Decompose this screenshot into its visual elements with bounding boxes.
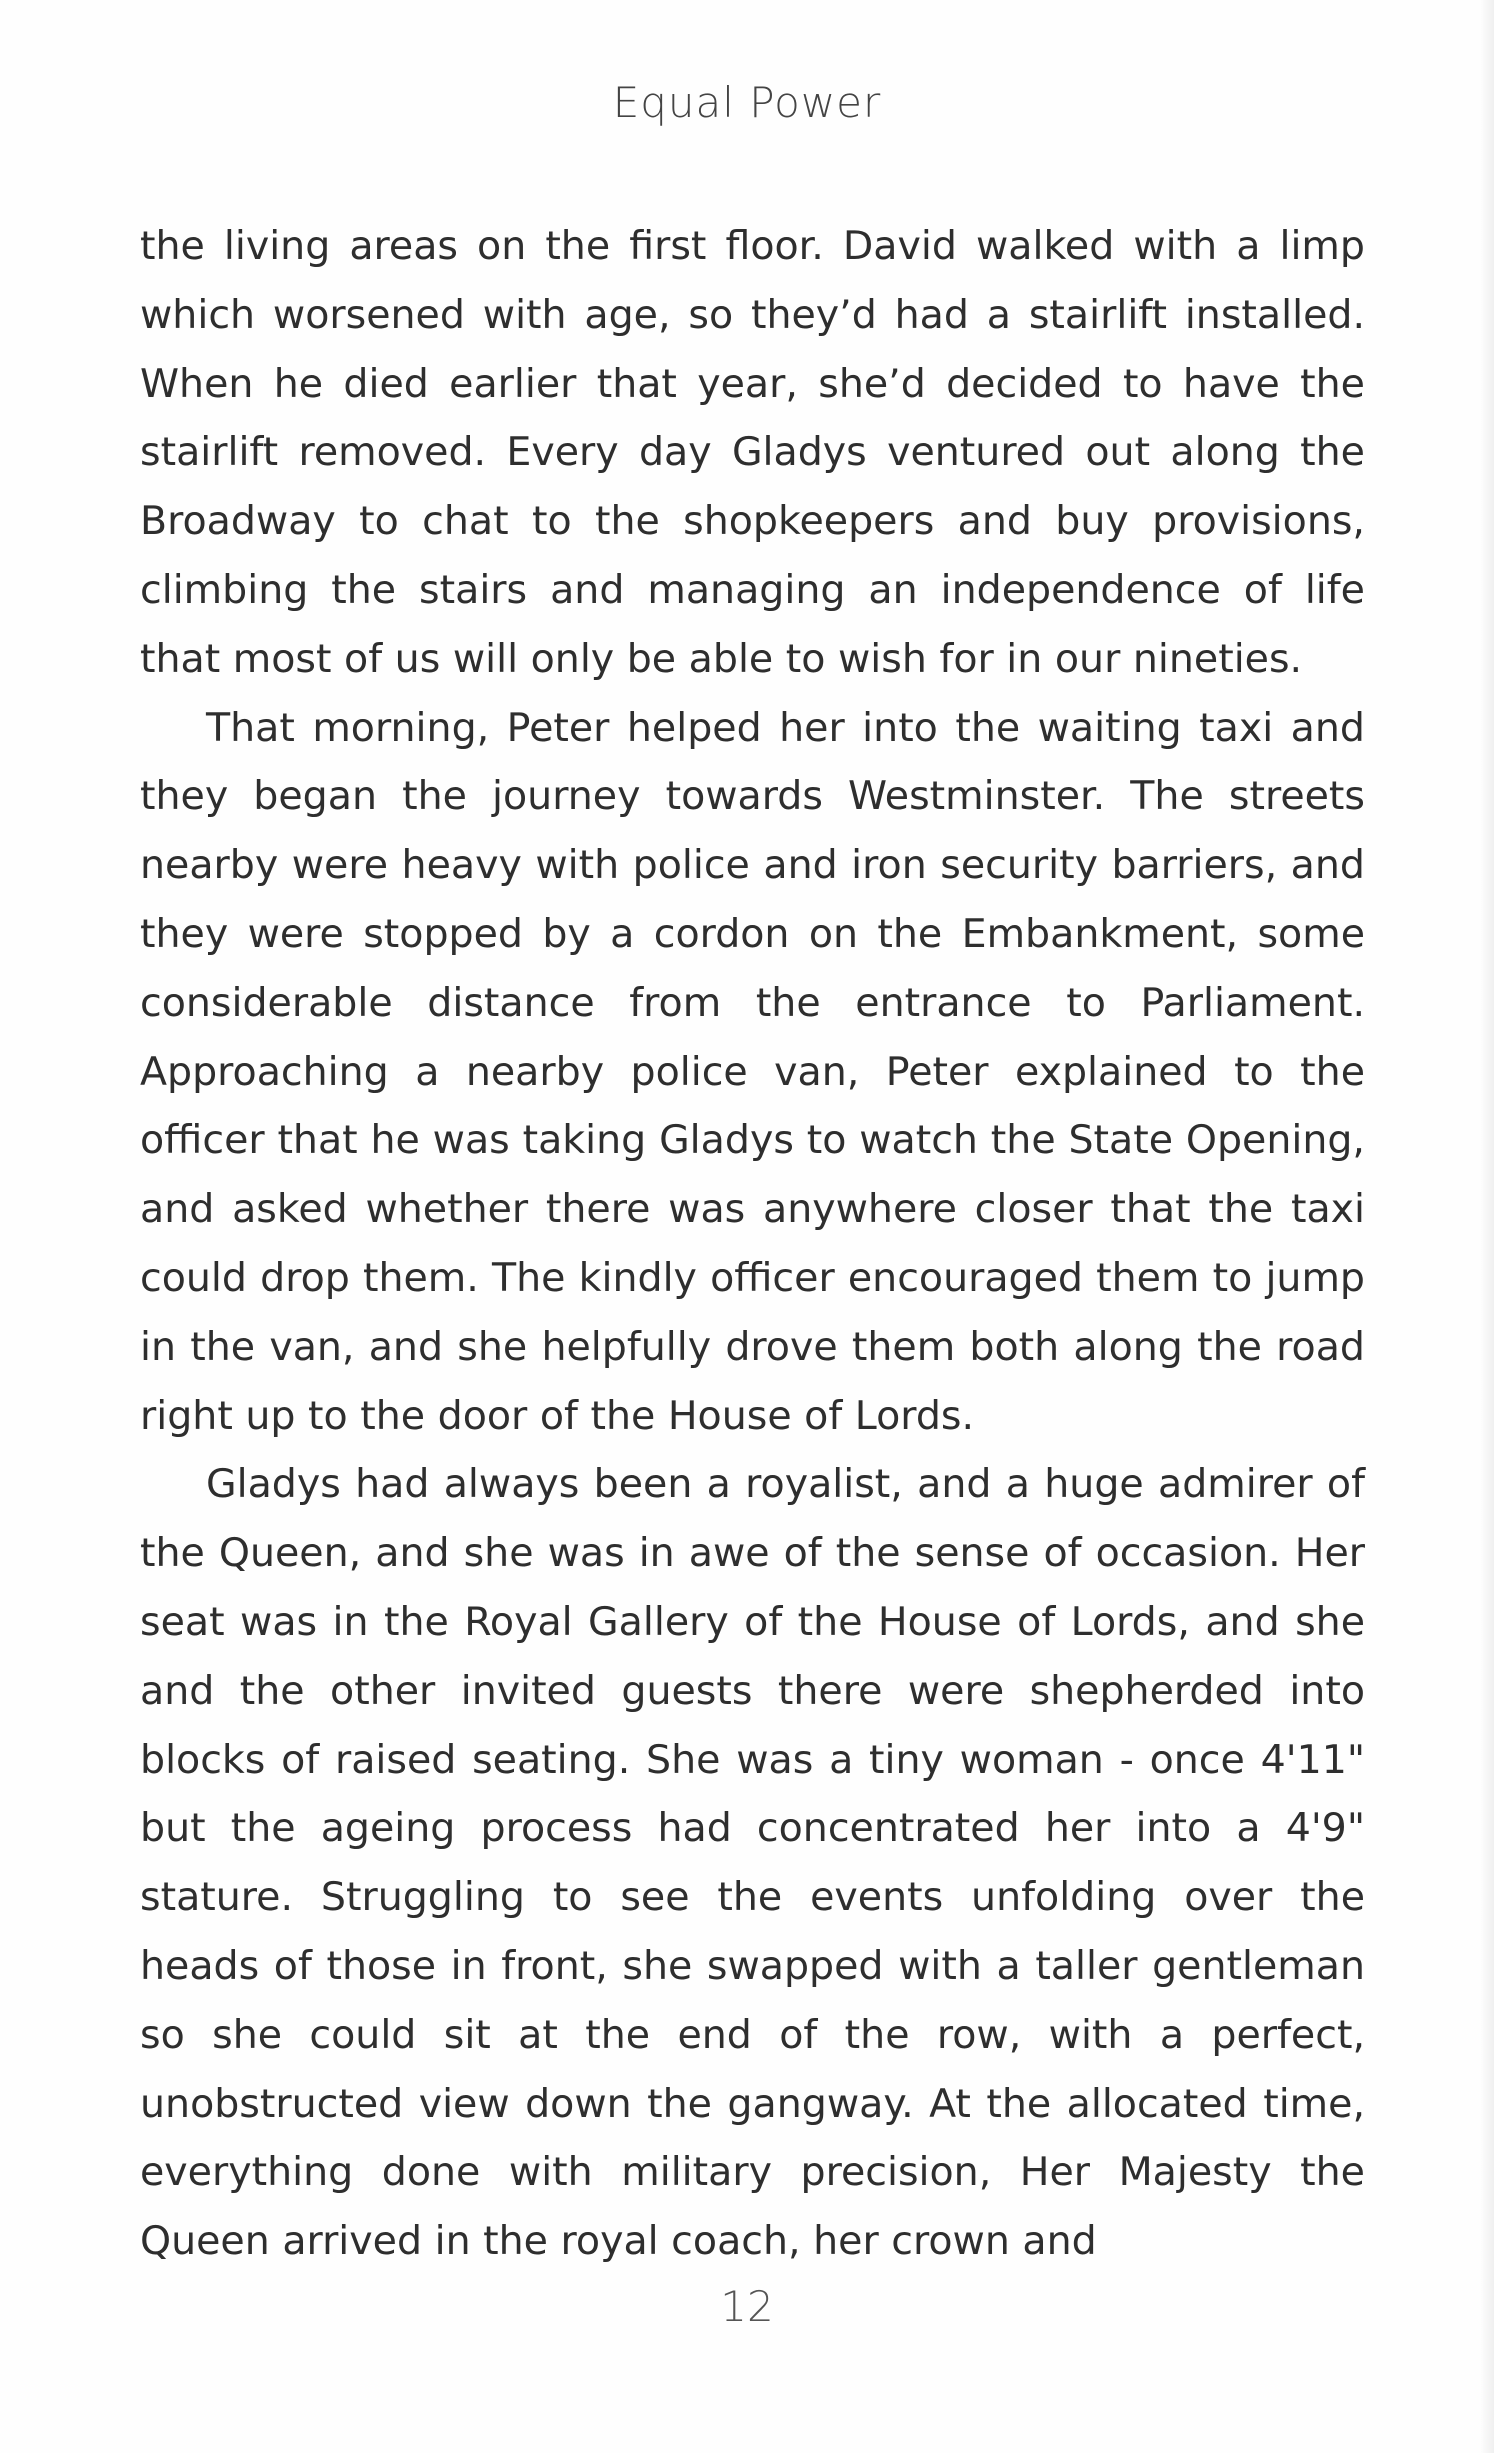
page-edge-shadow	[1480, 0, 1494, 2453]
page-number: 12	[720, 2282, 774, 2331]
body-text	[140, 212, 1365, 2276]
paragraph: That morning, Peter helped her into the waiting taxi and they began the journey towards Westminster. The streets nearby were heavy with police and iron security barriers, and they were stopped by a cordon on the Embankment, some considerable distance from the entrance to Parliament. Approaching a nearby police van, Peter explained to the officer that he was taking Gladys to watch the State Opening, and asked whether there was anywhere closer that the taxi could drop them. The kindly officer encouraged them to jump in the van, and she helpfully drove them both along the road right up to the door of the House of Lords.	[140, 704, 1365, 1439]
paragraph: Gladys had always been a royalist, and a huge admirer of the Queen, and she was in awe of the sense of occasion. Her seat was in the Royal Gallery of the House of Lords, and she and the other invited guests there were shepherded into blocks of raised seating. She was a tiny woman - once 4'11" but the ageing process had concentrated her into a 4'9" stature. Struggling to see the events unfolding over the heads of those in front, she swapped with a taller gentleman so she could sit at the end of the row, with a perfect, unobstructed view down the gangway. At the allocated time, everything done with military precision, Her Majesty the Queen arrived in the royal coach, her crown and	[140, 1461, 1365, 2265]
paragraph: the living areas on the first floor. David walked with a limp which worsened with age, so they’d had a stairlift installed. When he died earlier that year, she’d decided to have the stairlift removed. Every day Gladys ventured out along the Broadway to chat to the shopkeepers and buy provisions, climbing the stairs and managing an independence of life that most of us will only be able to wish for in our nineties.	[140, 223, 1365, 682]
running-header: Equal Power	[612, 78, 882, 127]
